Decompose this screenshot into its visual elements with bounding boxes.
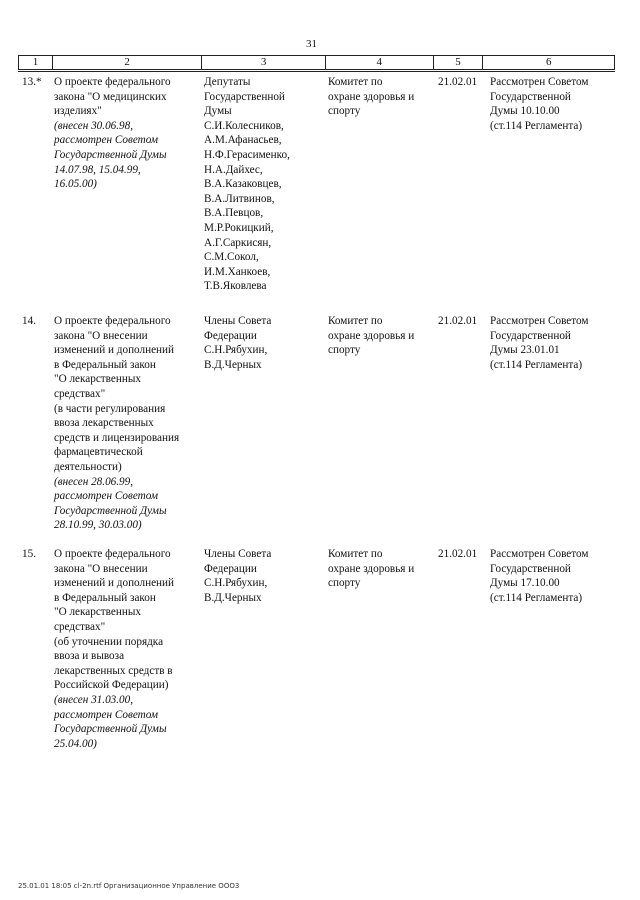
text-line: спорту: [328, 577, 361, 590]
col-header-3: 3: [202, 56, 326, 69]
text-line: С.М.Сокол,: [204, 251, 259, 264]
text-line: рассмотрен Советом: [54, 134, 159, 147]
text-line: в Федеральный закон: [54, 591, 156, 604]
text-line: (внесен 28.06.99,: [54, 475, 134, 488]
text-line: лекарственных средств в: [54, 664, 173, 677]
bill-authors: [204, 75, 322, 294]
text-line: спорту: [328, 344, 361, 357]
text-line: "О лекарственных: [54, 606, 141, 619]
text-line: Рассмотрен Советом: [490, 315, 589, 327]
text-line: (об уточнении порядка: [54, 635, 164, 648]
text-line: средствах": [54, 620, 106, 633]
text-line: Российской Федерации): [54, 679, 169, 692]
text-line: В.Д.Черных: [204, 358, 262, 371]
text-line: ввоза и вывоза: [54, 650, 125, 663]
text-line: С.Н.Рябухин,: [204, 577, 268, 590]
text-line: Государственной Думы: [54, 148, 167, 161]
text-line: (внесен 31.03.00,: [54, 693, 134, 706]
responsible-committee: [328, 547, 436, 591]
text-line: Т.В.Яковлева: [204, 280, 267, 293]
text-line: Государственной Думы: [54, 504, 167, 517]
text-line: закона "О медицинских: [54, 90, 167, 103]
text-line: О проекте федерального: [54, 76, 171, 88]
text-line: Н.Ф.Герасименко,: [204, 148, 290, 161]
text-line: 28.10.99, 30.03.00): [54, 519, 142, 532]
text-line: закона "О внесении: [54, 329, 148, 342]
text-line: Думы: [204, 105, 232, 118]
text-line: (ст.114 Регламента): [490, 358, 583, 371]
text-line: охране здоровья и: [328, 90, 415, 103]
result-status: [490, 314, 620, 372]
bill-authors: [204, 547, 322, 605]
text-line: Рассмотрен Советом: [490, 548, 589, 560]
text-line: Государственной: [490, 90, 571, 103]
text-line: В.А.Литвинов,: [204, 192, 275, 205]
text-line: Депутаты: [204, 76, 251, 88]
text-line: 25.04.00): [54, 737, 97, 750]
text-line: С.Н.Рябухин,: [204, 344, 268, 357]
text-line: В.Д.Черных: [204, 591, 262, 604]
date-cell: 21.02.01: [438, 548, 478, 560]
row-number: 13.*: [22, 76, 42, 88]
col-header-6: 6: [545, 56, 552, 68]
result-status: [490, 547, 620, 605]
text-line: Комитет по: [328, 548, 383, 560]
text-line: изделиях": [54, 105, 102, 118]
text-line: В.А.Казаковцев,: [204, 178, 282, 191]
text-line: В.А.Певцов,: [204, 207, 264, 220]
bill-title: [54, 314, 200, 533]
text-line: "О лекарственных: [54, 373, 141, 386]
text-line: Государственной Думы: [54, 723, 167, 736]
text-line: охране здоровья и: [328, 329, 415, 342]
text-line: (ст.114 Регламента): [490, 119, 583, 132]
text-line: Думы 10.10.00: [490, 105, 560, 118]
col-header-1: 1: [19, 56, 53, 69]
text-line: Комитет по: [328, 315, 383, 327]
text-line: рассмотрен Советом: [54, 708, 159, 721]
text-line: Государственной: [204, 90, 285, 103]
text-line: закона "О внесении: [54, 562, 148, 575]
result-status: [490, 75, 620, 133]
text-line: 16.05.00): [54, 178, 97, 191]
text-line: О проекте федерального: [54, 548, 171, 560]
col-header-5: 5: [434, 56, 484, 69]
text-line: деятельности): [54, 460, 122, 473]
text-line: (ст.114 Регламента): [490, 591, 583, 604]
text-line: в Федеральный закон: [54, 358, 156, 371]
text-line: рассмотрен Советом: [54, 490, 159, 503]
text-line: изменений и дополнений: [54, 577, 175, 590]
text-line: Комитет по: [328, 76, 383, 88]
text-line: Думы 17.10.00: [490, 577, 560, 590]
header-divider: [18, 71, 615, 72]
text-line: С.И.Колесников,: [204, 119, 284, 132]
text-line: (в части регулирования: [54, 402, 166, 415]
bill-title: [54, 547, 200, 751]
text-line: (внесен 30.06.98,: [54, 119, 134, 132]
text-line: охране здоровья и: [328, 562, 415, 575]
text-line: М.Р.Рокицкий,: [204, 221, 274, 234]
text-line: фармацевтической: [54, 446, 143, 459]
text-line: Государственной: [490, 329, 571, 342]
text-line: Федерации: [204, 329, 257, 342]
text-line: 14.07.98, 15.04.99,: [54, 163, 141, 176]
col-header-2: 2: [53, 56, 203, 69]
text-line: Члены Совета: [204, 315, 272, 327]
text-line: Думы 23.01.01: [490, 344, 560, 357]
date-cell: 21.02.01: [438, 315, 478, 327]
col-header-4: 4: [326, 56, 434, 69]
text-line: Государственной: [490, 562, 571, 575]
text-line: Федерации: [204, 562, 257, 575]
text-line: изменений и дополнений: [54, 344, 175, 357]
page-number: 31: [306, 38, 317, 50]
table-header: [18, 55, 615, 70]
text-line: спорту: [328, 105, 361, 118]
text-line: И.М.Ханкоев,: [204, 265, 271, 278]
text-line: Члены Совета: [204, 548, 272, 560]
row-number: 14.: [22, 315, 36, 327]
text-line: ввоза лекарственных: [54, 417, 154, 430]
text-line: А.Г.Саркисян,: [204, 236, 272, 249]
text-line: средств и лицензирования: [54, 431, 180, 444]
row-number: 15.: [22, 548, 36, 560]
responsible-committee: [328, 314, 436, 358]
text-line: Н.А.Дайхес,: [204, 163, 263, 176]
bill-title: [54, 75, 200, 192]
footer-stamp: 25.01.01 18:05 cl-2n.rtf Организационное Управление ООО3: [18, 882, 240, 890]
text-line: Рассмотрен Советом: [490, 76, 589, 88]
text-line: средствах": [54, 387, 106, 400]
text-line: А.М.Афанасьев,: [204, 134, 282, 147]
bill-authors: [204, 314, 322, 372]
text-line: О проекте федерального: [54, 315, 171, 327]
date-cell: 21.02.01: [438, 76, 478, 88]
responsible-committee: [328, 75, 436, 119]
